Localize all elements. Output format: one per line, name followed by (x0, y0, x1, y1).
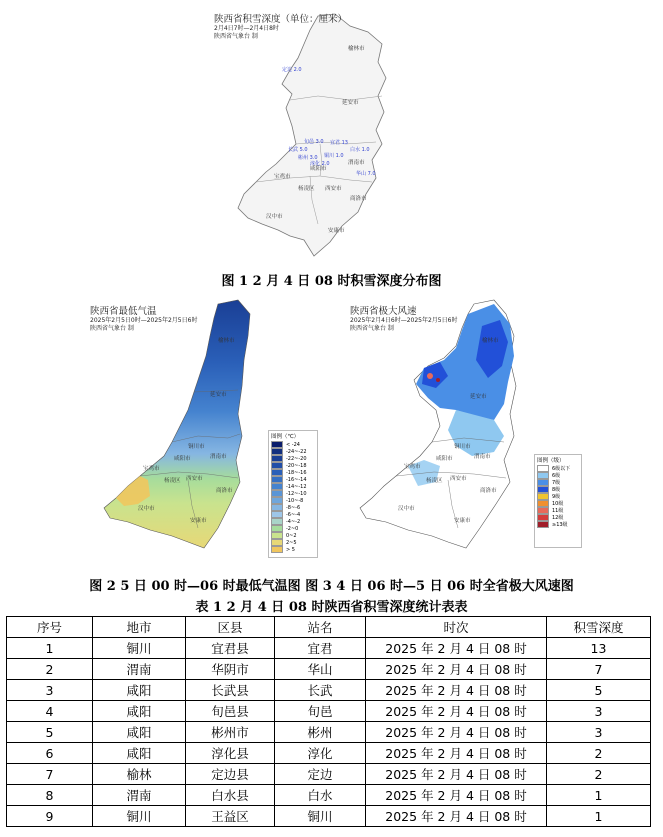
city-label: 杨凌区 (426, 478, 443, 484)
table-cell: 13 (547, 638, 651, 659)
legend-item (535, 465, 581, 472)
legend-item (535, 479, 581, 486)
city-label: 宝鸡市 (274, 174, 291, 180)
table-cell: 渭南 (93, 785, 186, 806)
figure-1-snow-depth-map (200, 4, 460, 266)
legend-item (269, 476, 317, 483)
city-label: 商洛市 (216, 488, 233, 494)
legend-label: ≥13级 (552, 522, 568, 528)
table-cell: 渭南 (93, 659, 186, 680)
legend-swatch (271, 539, 283, 546)
city-label: 汉中市 (138, 506, 155, 512)
legend-swatch (271, 497, 283, 504)
legend-label: -6~-4 (286, 511, 301, 518)
city-label: 杨凌区 (164, 478, 181, 484)
legend-swatch (271, 469, 283, 476)
figure-1-caption: 图 1 2 月 4 日 08 时积雪深度分布图 (221, 274, 442, 289)
table-row (7, 764, 651, 785)
table-cell: 2025 年 2 月 4 日 08 时 (366, 743, 547, 764)
figure-2-title: 陕西省最低气温 (90, 306, 157, 317)
legend-swatch (537, 472, 549, 479)
column-header: 地市 (93, 617, 186, 638)
table-cell: 3 (7, 680, 93, 701)
table-cell: 1 (7, 638, 93, 659)
legend-item (269, 546, 317, 553)
table-cell: 王益区 (186, 806, 275, 827)
city-label: 渭南市 (210, 454, 227, 460)
legend-swatch (271, 462, 283, 469)
city-label: 延安市 (210, 392, 227, 398)
table-cell: 铜川 (93, 806, 186, 827)
table-cell: 2 (7, 659, 93, 680)
legend-label: -18~-16 (286, 469, 307, 476)
table-cell: 6 (7, 743, 93, 764)
legend-label: -20~-18 (286, 462, 307, 469)
city-label: 铜川市 (188, 444, 205, 450)
station-label: 定边 2.0 (282, 67, 302, 73)
table-cell: 淳化县 (186, 743, 275, 764)
figure-1-period: 2月4日7时—2月4日8时 (214, 25, 279, 32)
city-label: 咸阳市 (310, 166, 327, 172)
legend-label: 0~2 (286, 532, 297, 539)
column-header: 区县 (186, 617, 275, 638)
legend-rows (269, 441, 317, 553)
city-label: 渭南市 (348, 160, 365, 166)
table-cell: 5 (7, 722, 93, 743)
column-header: 时次 (366, 617, 547, 638)
table-row (7, 785, 651, 806)
table-cell: 宜君县 (186, 638, 275, 659)
table-cell: 咸阳 (93, 743, 186, 764)
legend-title: 图例（级） (537, 458, 565, 464)
legend-label: 8级 (552, 487, 561, 493)
city-label: 榆林市 (218, 338, 235, 344)
legend-item (269, 483, 317, 490)
legend-swatch (537, 500, 549, 507)
figure-1-issuer: 陕西省气象台 制 (214, 33, 258, 40)
legend-label: 2~5 (286, 539, 297, 546)
table-cell: 长武县 (186, 680, 275, 701)
column-header: 站名 (275, 617, 366, 638)
city-label: 宝鸡市 (404, 464, 421, 470)
legend-item (269, 497, 317, 504)
column-header: 序号 (7, 617, 93, 638)
station-label: 淳化 2.0 (310, 161, 330, 167)
legend-item (269, 462, 317, 469)
legend-swatch (537, 514, 549, 521)
city-label: 汉中市 (398, 506, 415, 512)
legend-rows (535, 465, 581, 528)
legend-swatch (271, 518, 283, 525)
column-header: 积雪深度 (547, 617, 651, 638)
table-cell: 1 (547, 785, 651, 806)
table-cell: 2025 年 2 月 4 日 08 时 (366, 785, 547, 806)
table-cell: 2025 年 2 月 4 日 08 时 (366, 722, 547, 743)
table-cell: 旬邑 (275, 701, 366, 722)
table-cell: 铜川 (275, 806, 366, 827)
station-label: 白水 1.0 (350, 147, 370, 153)
table-cell: 长武 (275, 680, 366, 701)
table-caption: 表 1 2 月 4 日 08 时陕西省积雪深度统计表表 (195, 600, 468, 615)
legend-swatch (271, 525, 283, 532)
table-row (7, 680, 651, 701)
table-cell: 2025 年 2 月 4 日 08 时 (366, 764, 547, 785)
station-label: 长武 5.0 (288, 147, 308, 153)
legend-item (269, 532, 317, 539)
figure-2-period: 2025年2月5日0时—2025年2月5日6时 (90, 317, 198, 324)
table-cell: 彬州 (275, 722, 366, 743)
table-row (7, 659, 651, 680)
city-label: 榆林市 (348, 46, 365, 52)
table-body (7, 638, 651, 827)
station-label: 彬州 3.0 (298, 155, 318, 161)
city-label: 宝鸡市 (143, 466, 160, 472)
legend-item (269, 490, 317, 497)
legend-label: -8~-6 (286, 504, 301, 511)
table-cell: 7 (7, 764, 93, 785)
legend-item (535, 486, 581, 493)
city-label: 杨凌区 (298, 186, 315, 192)
legend-label: -22~-20 (286, 455, 307, 462)
table-cell: 咸阳 (93, 722, 186, 743)
legend-swatch (537, 493, 549, 500)
table-cell: 铜川 (93, 638, 186, 659)
table-cell: 2025 年 2 月 4 日 08 时 (366, 701, 547, 722)
city-label: 延安市 (342, 100, 359, 106)
table-cell: 2025 年 2 月 4 日 08 时 (366, 680, 547, 701)
table-cell: 1 (547, 806, 651, 827)
legend-swatch (271, 546, 283, 553)
city-label: 铜川市 (454, 444, 471, 450)
table-cell: 9 (7, 806, 93, 827)
legend-swatch (271, 490, 283, 497)
station-label: 旬邑 3.0 (304, 139, 324, 145)
legend-swatch (271, 455, 283, 462)
legend-label: 7级 (552, 480, 561, 486)
legend-swatch (271, 511, 283, 518)
table-row (7, 743, 651, 764)
legend-swatch (271, 441, 283, 448)
legend-item (269, 518, 317, 525)
table-cell: 2025 年 2 月 4 日 08 时 (366, 806, 547, 827)
legend-label: -2~0 (286, 525, 299, 532)
legend-item (535, 500, 581, 507)
figure-3-title-block (350, 306, 457, 333)
legend-label: -12~-10 (286, 490, 307, 497)
legend-label: -24~-22 (286, 448, 307, 455)
table-cell: 宜君 (275, 638, 366, 659)
city-label: 渭南市 (474, 454, 491, 460)
table-row (7, 638, 651, 659)
legend-swatch (537, 479, 549, 486)
table-cell: 淳化 (275, 743, 366, 764)
legend-label: 6级以下 (552, 466, 571, 472)
legend-label: 11级 (552, 508, 564, 514)
legend-item (269, 455, 317, 462)
legend-item (535, 472, 581, 479)
figure-1-title: 陕西省积雪深度（单位：厘米） (214, 14, 348, 25)
table-cell: 白水 (275, 785, 366, 806)
legend-item (269, 525, 317, 532)
legend-title: 图例（℃） (271, 434, 300, 440)
legend-swatch (271, 448, 283, 455)
figure-3-max-wind-map (344, 296, 584, 560)
legend-swatch (271, 532, 283, 539)
station-label: 华山 7.0 (356, 171, 376, 177)
table-row (7, 701, 651, 722)
table-cell: 8 (7, 785, 93, 806)
table-cell: 5 (547, 680, 651, 701)
table-cell: 白水县 (186, 785, 275, 806)
legend-label: 10级 (552, 501, 564, 507)
table-cell: 咸阳 (93, 701, 186, 722)
legend-item (535, 521, 581, 528)
legend-label: > 5 (286, 546, 295, 553)
figure-2-legend (268, 430, 318, 558)
legend-label: 9级 (552, 494, 561, 500)
table-cell: 3 (547, 701, 651, 722)
table-cell: 2025 年 2 月 4 日 08 时 (366, 659, 547, 680)
city-label: 榆林市 (482, 338, 499, 344)
figure-1-title-block (214, 14, 347, 41)
legend-item (535, 507, 581, 514)
figure-3-title: 陕西省极大风速 (350, 306, 417, 317)
city-label: 安康市 (454, 518, 471, 524)
legend-item (269, 441, 317, 448)
legend-swatch (537, 486, 549, 493)
city-label: 延安市 (470, 394, 487, 400)
legend-item (269, 511, 317, 518)
city-label: 咸阳市 (174, 456, 191, 462)
table-cell: 华阴市 (186, 659, 275, 680)
table-cell: 2025 年 2 月 4 日 08 时 (366, 638, 547, 659)
legend-swatch (271, 483, 283, 490)
legend-swatch (537, 465, 549, 472)
city-label: 商洛市 (350, 196, 367, 202)
legend-item (269, 469, 317, 476)
legend-swatch (537, 507, 549, 514)
city-label: 西安市 (186, 476, 203, 482)
figure-3-legend (534, 454, 582, 548)
figure-3-issuer: 陕西省气象台 制 (350, 325, 394, 332)
table-cell: 华山 (275, 659, 366, 680)
table-cell: 7 (547, 659, 651, 680)
legend-label: < -24 (286, 441, 300, 448)
city-label: 咸阳市 (436, 456, 453, 462)
table-row (7, 806, 651, 827)
table-cell: 3 (547, 722, 651, 743)
legend-item (269, 504, 317, 511)
legend-item (535, 514, 581, 521)
city-label: 西安市 (325, 186, 342, 192)
figure-2-title-block (90, 306, 197, 333)
legend-swatch (271, 476, 283, 483)
legend-label: -16~-14 (286, 476, 307, 483)
table-header-row (7, 617, 651, 638)
legend-label: -10~-8 (286, 497, 304, 504)
city-label: 商洛市 (480, 488, 497, 494)
station-label: 宜君 13 (330, 140, 348, 146)
legend-label: 6级 (552, 473, 561, 479)
table-row (7, 722, 651, 743)
table-cell: 彬州市 (186, 722, 275, 743)
figure-3-period: 2025年2月4日6时—2025年2月5日6时 (350, 317, 458, 324)
legend-item (269, 539, 317, 546)
city-label: 安康市 (328, 228, 345, 234)
city-label: 安康市 (190, 518, 207, 524)
station-label: 铜川 1.0 (324, 153, 344, 159)
table-cell: 定边 (275, 764, 366, 785)
table-cell: 咸阳 (93, 680, 186, 701)
figure-2-3-caption: 图 2 5 日 00 时—06 时最低气温图 图 3 4 日 06 时—5 日 06 时全省极大风速图 (89, 579, 574, 594)
legend-swatch (271, 504, 283, 511)
figure-2-issuer: 陕西省气象台 制 (90, 325, 134, 332)
legend-item (535, 493, 581, 500)
legend-label: 12级 (552, 515, 564, 521)
table-cell: 榆林 (93, 764, 186, 785)
snow-depth-table (6, 616, 651, 827)
legend-swatch (537, 521, 549, 528)
table-cell: 2 (547, 764, 651, 785)
figure-2-min-temperature-map (88, 296, 320, 560)
city-label: 西安市 (450, 476, 467, 482)
legend-label: -4~-2 (286, 518, 301, 525)
table-cell: 定边县 (186, 764, 275, 785)
table-cell: 4 (7, 701, 93, 722)
legend-label: -14~-12 (286, 483, 307, 490)
table-cell: 2 (547, 743, 651, 764)
table-cell: 旬邑县 (186, 701, 275, 722)
city-label: 汉中市 (266, 214, 283, 220)
legend-item (269, 448, 317, 455)
